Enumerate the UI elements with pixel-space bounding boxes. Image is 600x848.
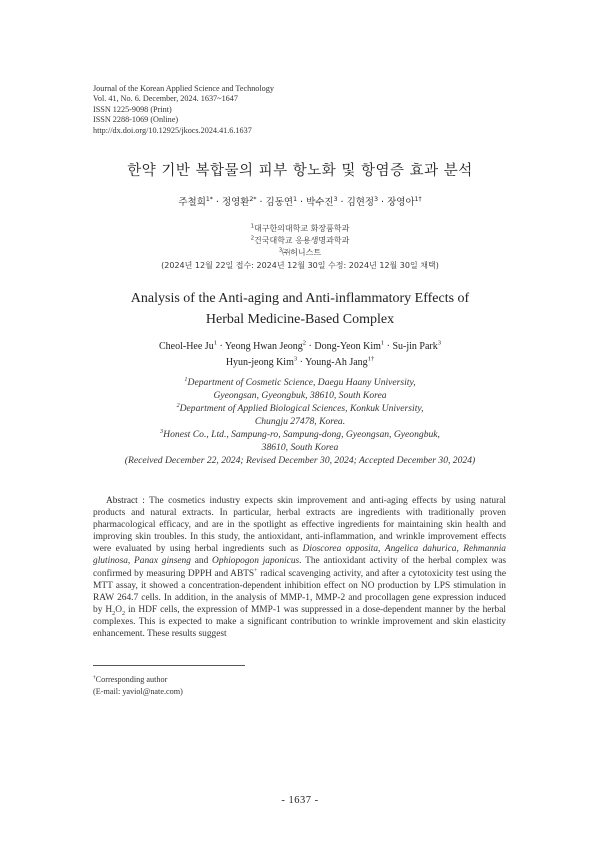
- abstract: Abstract : The cosmetics industry expects skin improvement and anti-aging effects by using natural products and natural extracts. In particular, herbal extracts are ingredients with traditionally proven pharmacological efficacy, and are in the spotlight as effective ingredients for maintaining skin health and improving skin troubles. In this study, the antioxidant, anti-inflammation, and wrinkle improvement effects were evaluated by using herbal ingredients such as Dioscorea opposita, Angelica dahurica, Rehmannia glutinosa, Panax ginseng and Ophiopogon japonicus. The antioxidant activity of the herbal complex was confirmed by measuring DPPH and ABTS+ radical scavenging activity, and after a cytotoxicity test using the MTT assay, it showed a concentration-dependent inhibition effect on NO production by LPS stimulation in RAW 264.7 cells. In addition, in the analysis of MMP-1, MMP-2 and procollagen gene expression induced by $H_2O_2$ in HDF cells, the expression of MMP-1 was suppressed in a dose-dependent manner by the herbal complexes. This is expected to make a significant contribution to wrinkle improvement and skin elasticity enhancement. These results suggest: [93, 496, 507, 640]
- page-number: - 1637 -: [281, 795, 319, 806]
- author-name: Cheol-Hee Ju: [158, 341, 214, 352]
- author-name: 김현정: [346, 197, 375, 208]
- author-separator: ·: [306, 341, 315, 352]
- english-title-line: Analysis of the Anti-aging and Anti-inflammatory Effects of: [130, 291, 470, 306]
- english-affiliation-line: 38610, South Korea: [261, 442, 339, 453]
- journal-header: [93, 84, 274, 136]
- author-name: 주철희: [178, 197, 206, 208]
- english-affiliation-line: $^3$Honest Co., Ltd., Sampung-ro, Sampung-dong, Gyeongsan, Gyeongbuk,: [160, 427, 440, 440]
- footnote-divider: [93, 665, 245, 666]
- author-name: 정영환: [221, 197, 250, 208]
- footnote-email: (E-mail: yaviol@nate.com): [93, 687, 183, 696]
- author-sup: 3: [333, 195, 338, 203]
- author-sup: 2*: [249, 195, 257, 203]
- author-separator: ·: [297, 197, 307, 208]
- abstract-text: The cosmetics industry expects skin improvement and anti-aging effects by using natural products and natural extracts. In particular, herbal extracts are ingredients with traditionally proven pharmacological efficacy, and are in the spotlight as effective ingredients for maintaining skin health and improving skin troubles. In this study, the antioxidant, anti-inflammation, and wrinkle improvement effects were evaluated by using herbal ingredients such as: [93, 496, 507, 555]
- author-sup: 3: [293, 355, 298, 363]
- korean-affiliation: $^1$대구한의대학교 화장품학과: [250, 223, 350, 233]
- english-authors-line: [0, 355, 600, 371]
- english-dates: (Received December 22, 2024; Revised December 30, 2024; Accepted December 30, 2024): [124, 455, 476, 466]
- author-separator: ·: [378, 197, 388, 208]
- species-name: Ophiopogon japonicus: [212, 556, 300, 567]
- english-authors-line: [0, 339, 600, 355]
- english-affiliations: [0, 376, 600, 467]
- korean-affiliations: [0, 223, 600, 272]
- footnote: [93, 674, 183, 698]
- author-name: Dong-Yeon Kim: [314, 341, 381, 352]
- abstract-colon: :: [137, 496, 150, 506]
- korean-title: 한약 기반 복합물의 피부 항노화 및 항염증 효과 분석: [127, 163, 473, 179]
- author-sup: 1: [293, 195, 297, 203]
- species-name: Dioscorea opposita: [302, 544, 379, 555]
- author-sup: 1*: [205, 195, 213, 203]
- journal-volume: Vol. 41, No. 6. December, 2024. 1637~1647: [93, 94, 238, 104]
- author-sup: 1†: [367, 355, 375, 363]
- species-name: Rehmannia glutinosa: [93, 544, 506, 567]
- author-separator: ·: [297, 357, 306, 368]
- author-name: Young-Ah Jang: [305, 357, 368, 368]
- author-sup: 3: [374, 195, 379, 203]
- author-name: 장영아: [387, 197, 415, 208]
- english-affiliation-line: $^1$Department of Cosmetic Science, Daegu Haany University,: [184, 375, 416, 388]
- english-title: [0, 288, 600, 330]
- journal-issn-print: ISSN 1225-9098 (Print): [93, 104, 172, 114]
- author-separator: ·: [216, 341, 225, 352]
- author-sup: 2: [302, 339, 307, 347]
- author-sup: 1: [380, 339, 385, 347]
- korean-authors: [0, 194, 600, 208]
- author-name: Yeong Hwan Jeong: [224, 341, 303, 352]
- english-authors: [0, 339, 600, 371]
- species-name: Panax ginseng: [134, 556, 191, 567]
- journal-name: Journal of the Korean Applied Science and Technology: [93, 84, 274, 93]
- english-affiliation-line: $^2$Department of Applied Biological Sciences, Konkuk University,: [176, 401, 424, 414]
- author-separator: ·: [337, 197, 347, 208]
- abstract-text: radical scavenging activity, and after a cytotoxicity test using the MTT assay, it showed a concentration-dependent inhibition effect on NO production by LPS stimulation in RAW 264.7 cells. In addition, in the analysis of MMP-1, MMP-2 and procollagen gene expression induced by H: [93, 568, 507, 615]
- author-name: Su-jin Park: [392, 341, 438, 352]
- korean-affiliation: $^2$건국대학교 응용생명과학과: [250, 235, 350, 246]
- author-sup: 1: [213, 339, 217, 347]
- english-title-line: Herbal Medicine-Based Complex: [205, 312, 395, 327]
- english-affiliation-line: Chungju 27478, Korea.: [254, 416, 346, 427]
- author-name: 박수진: [306, 197, 334, 208]
- abstract-text: in HDF cells, the expression of MMP-1 was suppressed in a dose-dependent manner by the herbal complexes. This is expected to make a significant contribution to wrinkle improvement and skin elasticity enhancement. These results suggest: [93, 604, 506, 640]
- author-separator: ·: [212, 197, 222, 208]
- footnote-line: †Corresponding author: [93, 674, 168, 684]
- english-affiliation-line: Gyeongsan, Gyeongbuk, 38610, South Korea: [213, 390, 387, 401]
- journal-issn-online: ISSN 2288-1069 (Online): [93, 115, 179, 125]
- author-sup: 1†: [414, 195, 422, 203]
- author-separator: ·: [256, 197, 266, 208]
- species-name: Angelica dahurica: [384, 544, 457, 555]
- author-name: 김동연: [265, 197, 294, 208]
- korean-dates: (2024년 12월 22일 접수: 2024년 12월 30일 수정: 2024년 12월 30일 채택): [161, 260, 439, 270]
- journal-doi-link[interactable]: http://dx.doi.org/10.12925/jkocs.2024.41.6.1637: [93, 125, 252, 135]
- abstract-label: Abstract: [106, 496, 138, 506]
- abstract-text: . The antioxidant activity of the herbal complex was confirmed by measuring DPPH and ABTS: [93, 556, 507, 579]
- author-name: Hyun-jeong Kim: [225, 357, 294, 368]
- author-sup: 3: [437, 339, 442, 347]
- korean-affiliation: $^3$㈜허니스트: [278, 247, 322, 258]
- dagger-mark: †: [93, 674, 96, 681]
- author-separator: ·: [384, 341, 393, 352]
